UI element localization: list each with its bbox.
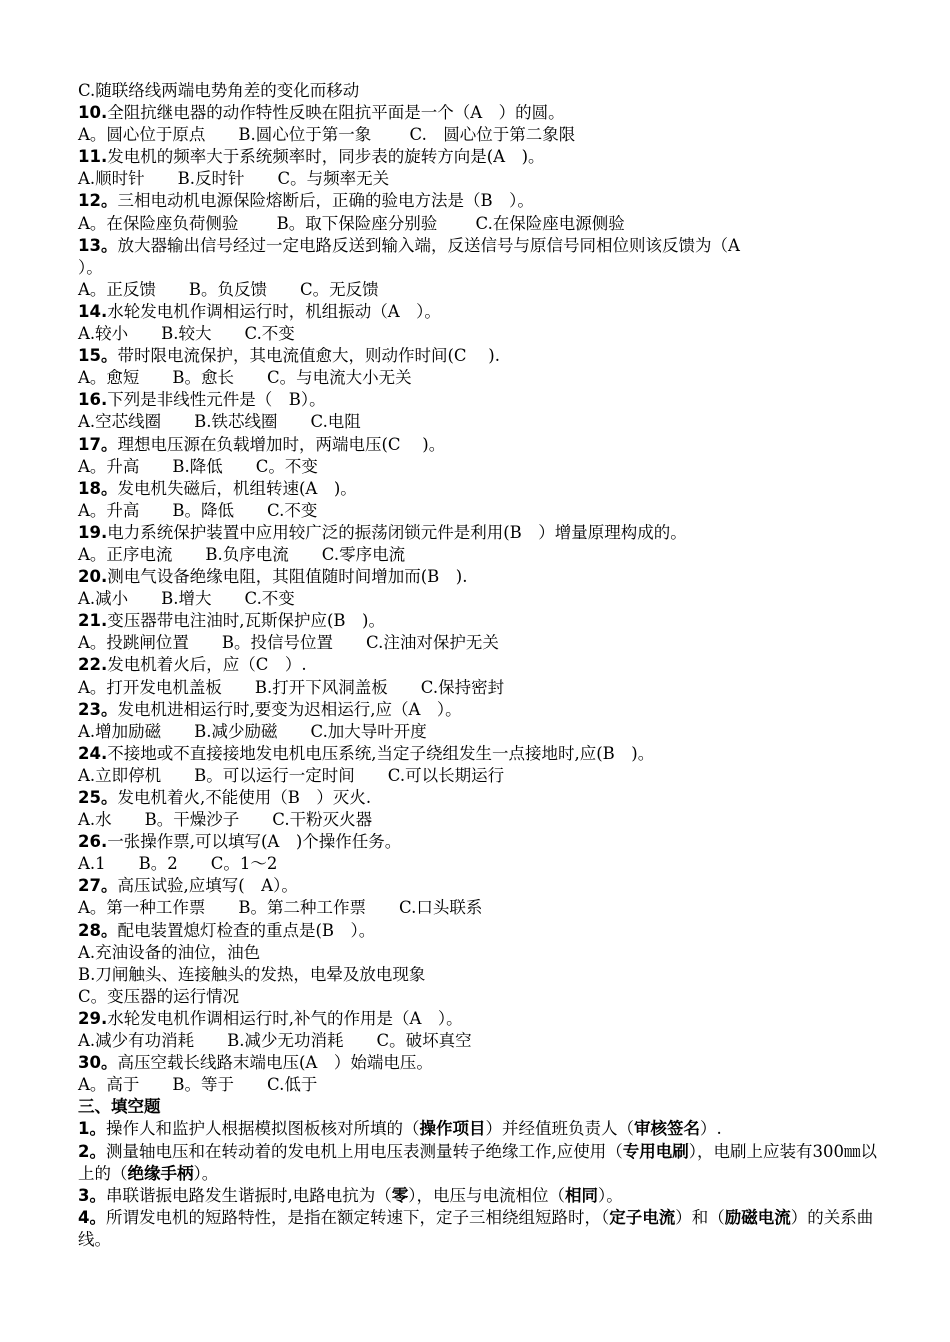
answer: 审核签名 [633,1119,700,1139]
option-line [78,456,878,478]
option-text: A.充油设备的油位，油色 [78,942,261,962]
question-number: 28。 [78,920,118,940]
option-text: A.1 B。2 C。1～2 [78,854,278,874]
question-text: 高压试验,应填写( A）。 [117,876,298,896]
document-body [78,80,878,1251]
option-text: A.立即停机 B。可以运行一定时间 C.可以长期运行 [78,765,505,785]
question-text: 下列是非线性元件是（ B）。 [107,390,326,410]
question-number: 3。 [78,1185,106,1205]
option-line [78,544,878,566]
option-text: C。变压器的运行情况 [78,986,240,1006]
option-line [78,853,878,875]
option-text: A。打开发电机盖板 B.打开下风洞盖板 C.保持密封 [78,677,505,697]
option-line [78,632,878,654]
question-text: 高压空载长线路末端电压(A ）始端电压。 [117,1053,433,1073]
question-number: 12。 [78,191,118,211]
question-number: 16. [78,390,108,410]
question-text: 电力系统保护装置中应用较广泛的振荡闭锁元件是利用(B ）增量原理构成的。 [107,522,687,542]
option-text: A。正反馈 B。负反馈 C。无反馈 [78,279,379,299]
option-line [78,765,878,787]
option-line [78,500,878,522]
option-text: A。圆心位于原点 B.圆心位于第一象 C. 圆心位于第二象限 [78,125,576,145]
option-line [78,411,878,433]
question-text: 水轮发电机作调相运行时,补气的作用是（A ）。 [107,1008,463,1028]
question-line [78,190,878,212]
answer: 操作项目 [419,1119,486,1139]
option-text: B.刀闸触头、连接触头的发热，电晕及放电现象 [78,964,426,984]
option-line [78,588,878,610]
question-text: 发电机的频率大于系统频率时，同步表的旋转方向是(A )。 [107,147,545,167]
question-line [78,146,878,168]
question-line [78,743,878,765]
question-number: 10. [78,103,108,123]
fill-question-4 [78,1207,878,1251]
question-line [78,1008,878,1030]
question-text: ），电刷上应装有300㎜以上的（ [78,1141,877,1183]
fill-question-2 [78,1141,878,1185]
question-line [78,1052,878,1074]
question-line [78,301,878,323]
question-number: 11. [78,147,108,167]
option-line [78,1074,878,1096]
answer: 相同 [564,1185,598,1205]
question-text: ）的关系曲线。 [78,1207,874,1249]
question-text: ），电压与电流相位（ [408,1185,565,1205]
question-number: 21. [78,611,108,631]
option-text: C.随联络线两端电势角差的变化而移动 [78,81,360,100]
option-line [78,942,878,964]
question-line [78,102,878,124]
option-text: A。在保险座负荷侧验 B。取下保险座分别验 C.在保险座电源侧验 [78,213,625,233]
question-line [78,699,878,721]
question-number: 13。 [78,235,118,255]
question-number: 4。 [78,1207,106,1227]
question-number: 26. [78,832,108,852]
option-text: ）。 [78,257,103,277]
question-number: 18。 [78,478,118,498]
fill-question-3 [78,1185,878,1207]
question-text: 操作人和监护人根据模拟图板核对所填的（ [105,1119,420,1139]
question-line [78,434,878,456]
question-number: 19. [78,522,108,542]
question-text: 配电装置熄灯检查的重点是(B ）。 [117,920,376,940]
question-text: 发电机着火,不能使用（B ）灭火. [117,788,372,807]
question-number: 23。 [78,699,118,719]
question-text: ）。 [597,1185,623,1205]
question-number: 24. [78,743,108,763]
question-text: 测量轴电压和在转动着的发电机上用电压表测量转子绝缘工作,应使用（ [105,1141,623,1161]
question-number: 29. [78,1008,108,1028]
fill-question-1 [78,1118,878,1140]
question-text: ）。 [193,1163,219,1183]
answer: 定子电流 [609,1207,676,1227]
question-number: 22. [78,655,108,675]
question-text: 理想电压源在负载增加时，两端电压(C )。 [117,434,446,454]
option-text: A.顺时针 B.反时针 C。与频率无关 [78,169,390,189]
question-text: 变压器带电注油时,瓦斯保护应(B )。 [107,611,385,631]
option-line [78,367,878,389]
question-text: 发电机进相运行时,要变为迟相运行,应（A ）。 [117,699,462,719]
question-text: 测电气设备绝缘电阻，其阻值随时间增加而(B ). [107,567,468,587]
question-number: 17。 [78,434,118,454]
option-line [78,80,878,102]
option-line [78,323,878,345]
question-line [78,787,878,809]
option-line [78,279,878,301]
question-line [78,875,878,897]
question-text: 三相电动机电源保险熔断后，正确的验电方法是（B ）。 [117,191,534,211]
question-line [78,235,878,257]
option-text: A.增加励磁 B.减少励磁 C.加大导叶开度 [78,721,427,741]
question-line [78,566,878,588]
question-number: 25。 [78,788,118,807]
option-text: A.水 B。干燥沙子 C.干粉灭火器 [78,810,373,830]
question-number: 1。 [78,1119,106,1139]
answer: 专用电刷 [622,1141,689,1161]
option-line [78,897,878,919]
question-number: 14. [78,301,108,321]
option-line [78,677,878,699]
choice-questions [78,80,878,1096]
option-text: A。愈短 B。愈长 C。与电流大小无关 [78,368,412,388]
question-number: 15。 [78,346,118,366]
question-text: ）. [699,1119,722,1139]
option-text: A。正序电流 B.负序电流 C.零序电流 [78,544,406,564]
question-text: 带时限电流保护，其电流值愈大，则动作时间(C ). [117,346,500,366]
question-number: 2。 [78,1141,106,1161]
option-text: A.减小 B.增大 C.不变 [78,589,295,609]
question-text: 全阻抗继电器的动作特性反映在阻抗平面是一个（A ）的圆。 [107,103,565,123]
option-line [78,1030,878,1052]
question-text: 水轮发电机作调相运行时，机组振动（A ）。 [107,301,441,321]
question-line [78,920,878,942]
question-line [78,610,878,632]
option-line [78,986,878,1008]
option-line [78,257,878,279]
question-text: 放大器输出信号经过一定电路反送到输入端，反送信号与原信号同相位则该反馈为（A [117,235,740,255]
section-title: 三、填空题 [78,1097,161,1117]
question-text: 串联谐振电路发生谐振时,电路电抗为（ [105,1185,392,1205]
question-line [78,389,878,411]
question-line [78,522,878,544]
option-line [78,124,878,146]
question-text: 一张操作票,可以填写(A )个操作任务。 [107,832,402,852]
option-text: A。投跳闸位置 B。投信号位置 C.注油对保护无关 [78,633,499,653]
option-text: A。升高 B.降低 C。不变 [78,456,318,476]
option-text: A。第一种工作票 B。第二种工作票 C.口头联系 [78,898,483,918]
answer: 零 [391,1185,409,1205]
question-text: 发电机着火后，应（C ）. [107,655,307,675]
answer: 励磁电流 [724,1207,791,1227]
option-line [78,964,878,986]
question-number: 27。 [78,876,118,896]
question-line [78,654,878,676]
option-line [78,721,878,743]
question-line [78,345,878,367]
question-text: 所谓发电机的短路特性，是指在额定转速下，定子三相绕组短路时，（ [105,1207,610,1227]
question-number: 20. [78,567,108,587]
question-text: 不接地或不直接接地发电机电压系统,当定子绕组发生一点接地时,应(B )。 [107,743,655,763]
question-line [78,478,878,500]
option-text: A。升高 B。降低 C.不变 [78,500,318,520]
option-text: A。高于 B。等于 C.低于 [78,1075,318,1095]
answer: 绝缘手柄 [127,1163,194,1183]
question-number: 30。 [78,1053,118,1073]
option-line [78,809,878,831]
question-text: 发电机失磁后，机组转速(A )。 [117,478,357,498]
question-text: ）和（ [675,1207,725,1227]
option-text: A.较小 B.较大 C.不变 [78,324,295,344]
question-line [78,831,878,853]
option-text: A.空芯线圈 B.铁芯线圈 C.电阻 [78,412,361,432]
option-line [78,213,878,235]
question-text: ）并经值班负责人（ [485,1119,634,1139]
option-line [78,168,878,190]
option-text: A.减少有功消耗 B.减少无功消耗 C。破坏真空 [78,1031,472,1051]
